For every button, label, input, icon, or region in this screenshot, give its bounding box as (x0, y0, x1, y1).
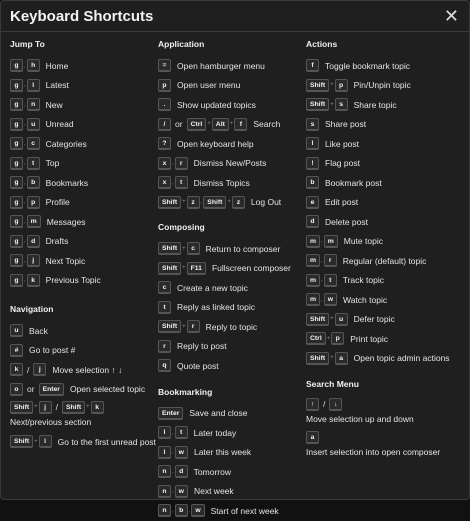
key: m (27, 215, 41, 228)
key-comma: , (172, 160, 174, 167)
key: o (10, 383, 23, 396)
shortcut-desc: Return to composer (205, 243, 281, 254)
shortcut-desc: Regular (default) topic (342, 255, 427, 266)
key-plus: + (86, 404, 90, 410)
section-composing-heading: Composing (158, 222, 205, 232)
key: Shift (306, 313, 329, 326)
key: m (306, 274, 320, 287)
shortcut-desc: Go to post # (29, 345, 76, 356)
shortcut-desc: Open keyboard help (177, 138, 254, 149)
key: r (187, 320, 200, 333)
shortcut-row (306, 95, 469, 115)
shortcut-desc: Fullscreen composer (211, 263, 291, 274)
key-comma: , (24, 218, 26, 225)
shortcut-desc: Save and close (189, 408, 248, 419)
arrow-up-key: ↑ (306, 398, 319, 411)
key: g (10, 274, 23, 287)
key: q (158, 359, 171, 372)
key: w (191, 504, 204, 517)
key: Enter (158, 407, 183, 420)
key: l (158, 426, 171, 439)
key: Shift (306, 79, 329, 92)
key-comma: , (172, 449, 174, 456)
shortcut-row (158, 56, 305, 76)
key: g (10, 157, 23, 170)
shortcut-row (306, 290, 469, 310)
key: m (306, 235, 320, 248)
key: n (158, 465, 171, 478)
shortcut-desc: Print topic (350, 333, 389, 344)
shortcut-row (10, 321, 156, 341)
key: Shift (203, 196, 226, 209)
key-separator: / (55, 402, 58, 412)
shortcut-desc: Go to the first unread post (57, 436, 156, 447)
shortcut-desc: Move selection up and down (306, 414, 414, 424)
shortcut-row (10, 173, 156, 193)
key: Shift (158, 242, 181, 255)
key: d (306, 215, 319, 228)
key: f (306, 59, 319, 72)
key-comma: , (24, 160, 26, 167)
key: x (158, 176, 171, 189)
key-plus: + (229, 121, 234, 128)
shortcut-desc: Next week (193, 486, 234, 497)
shortcut-desc: Move selection ↑ ↓ (52, 364, 123, 375)
key-plus: + (182, 265, 186, 272)
shortcut-row (158, 423, 305, 443)
key: j (33, 363, 46, 376)
shortcut-desc: Dismiss New/Posts (193, 158, 267, 169)
shortcut-desc: Tomorrow (193, 466, 231, 477)
key: b (27, 176, 40, 189)
shortcut-desc: Bookmark post (325, 177, 382, 188)
key: l (27, 79, 40, 92)
key: Ctrl (306, 332, 326, 345)
key-comma: , (24, 179, 26, 186)
shortcut-desc: Bookmarks (45, 177, 89, 188)
key: Shift (158, 262, 181, 275)
shortcut-row (158, 173, 305, 193)
shortcut-row (10, 380, 156, 400)
arrow-down-key: ↓ (329, 398, 342, 411)
shortcut-desc: Start of next week (210, 505, 279, 516)
key: h (27, 59, 40, 72)
key: t (175, 426, 188, 439)
key: u (10, 324, 23, 337)
shortcut-row (306, 271, 469, 291)
key: a (335, 352, 348, 365)
key: t (158, 301, 171, 314)
shortcut-desc: Categories (45, 138, 87, 149)
key-comma: , (321, 296, 323, 303)
key: k (91, 401, 104, 414)
key-plus: + (227, 199, 231, 206)
section-application-heading: Application (158, 39, 205, 49)
key: g (10, 215, 23, 228)
key-comma: , (24, 277, 26, 284)
shortcut-desc: Next/previous section (10, 417, 92, 427)
key-comma: , (200, 199, 203, 206)
shortcut-row (158, 95, 305, 115)
section-jump-to-heading: Jump To (10, 39, 45, 49)
key-comma: , (172, 429, 174, 436)
key: z (232, 196, 245, 209)
key: s (306, 118, 319, 131)
shortcut-row (10, 134, 156, 154)
shortcut-desc: Dismiss Topics (193, 177, 250, 188)
shortcut-row (306, 429, 469, 459)
shortcut-row (10, 154, 156, 174)
shortcut-row (306, 173, 469, 193)
shortcut-row (10, 399, 156, 429)
key-word-or: or (27, 384, 35, 395)
shortcut-row (10, 56, 156, 76)
shortcut-row (306, 76, 469, 96)
key-comma: , (24, 238, 26, 245)
key-comma: , (24, 121, 26, 128)
header-divider (1, 31, 469, 32)
key: m (306, 254, 320, 267)
key: w (175, 485, 188, 498)
key: # (10, 344, 23, 357)
key: k (27, 274, 40, 287)
key: Shift (158, 196, 181, 209)
jump-to-list (10, 56, 156, 290)
shortcut-desc: New (45, 99, 63, 110)
key: b (175, 504, 188, 517)
shortcut-row (10, 251, 156, 271)
key: Enter (39, 383, 64, 396)
key: g (10, 79, 23, 92)
shortcut-desc: Profile (45, 197, 70, 208)
key: . (158, 98, 171, 111)
shortcut-row (10, 432, 156, 452)
key: n (158, 504, 171, 517)
shortcut-row (10, 115, 156, 135)
key: c (158, 281, 171, 294)
shortcut-row (158, 154, 305, 174)
key-comma: , (24, 82, 26, 89)
key-comma: , (321, 277, 323, 284)
key: l (306, 137, 319, 150)
key: p (335, 79, 348, 92)
shortcut-row (306, 329, 469, 349)
shortcut-row (158, 482, 305, 502)
shortcut-desc: Drafts (45, 236, 69, 247)
key: j (39, 401, 52, 414)
key-word-or: or (175, 119, 183, 130)
key: F11 (187, 262, 206, 275)
shortcut-desc: Reply as linked topic (177, 302, 255, 313)
key: Shift (62, 401, 85, 414)
key-plus: + (182, 199, 186, 206)
composing-list (158, 239, 305, 376)
key: ? (158, 137, 171, 150)
key: w (175, 446, 188, 459)
key-separator: / (323, 399, 326, 409)
shortcut-desc: Delete post (325, 216, 368, 227)
key-plus: + (330, 355, 334, 362)
shortcut-desc: Back (29, 325, 48, 336)
key-comma: , (24, 62, 26, 69)
key: t (27, 157, 40, 170)
key: / (158, 118, 171, 131)
key-plus: + (330, 82, 334, 89)
key-plus: + (34, 438, 38, 445)
shortcut-desc: Show updated topics (177, 99, 256, 110)
shortcut-desc: Quote post (177, 360, 219, 371)
key-comma: , (24, 140, 26, 147)
shortcut-row (158, 462, 305, 482)
key: Shift (306, 98, 329, 111)
modal-title: Keyboard Shortcuts (10, 8, 154, 25)
key: Shift (10, 435, 33, 448)
shortcut-desc: Later today (193, 427, 237, 438)
shortcut-row (158, 443, 305, 463)
key: s (335, 98, 348, 111)
close-icon[interactable]: ✕ (443, 6, 459, 26)
key: e (306, 196, 319, 209)
shortcut-row (158, 317, 305, 337)
key: n (27, 98, 40, 111)
shortcut-row (10, 360, 156, 380)
shortcut-desc: Edit post (325, 197, 359, 208)
key: c (27, 137, 40, 150)
shortcut-desc: Messages (46, 216, 86, 227)
shortcut-row (10, 95, 156, 115)
shortcut-desc: Insert selection into open composer (306, 447, 441, 457)
key-plus: + (330, 316, 334, 323)
key: x (158, 157, 171, 170)
key: m (324, 235, 338, 248)
shortcut-desc: Open selected topic (69, 384, 146, 395)
key-comma: , (24, 199, 26, 206)
key: a (306, 431, 319, 444)
shortcut-desc: Next Topic (45, 255, 86, 266)
shortcut-row (306, 232, 469, 252)
section-search-menu-heading: Search Menu (306, 379, 359, 389)
key: r (175, 157, 188, 170)
bookmarking-list (158, 404, 305, 521)
key: n (158, 485, 171, 498)
shortcut-desc: Flag post (325, 158, 360, 169)
key: g (10, 254, 23, 267)
key-plus: + (34, 404, 38, 410)
shortcut-row (306, 310, 469, 330)
key: Alt (212, 118, 229, 131)
column-2 (158, 37, 305, 521)
shortcut-row (306, 115, 469, 135)
key: t (324, 274, 337, 287)
shortcut-desc: Log Out (250, 197, 282, 208)
shortcut-desc: Top (45, 158, 60, 169)
shortcut-row (10, 76, 156, 96)
key: g (10, 98, 23, 111)
shortcut-row (158, 278, 305, 298)
key-comma: , (24, 101, 26, 108)
shortcut-row (158, 115, 305, 135)
key: g (10, 59, 23, 72)
actions-list (306, 56, 469, 368)
shortcut-row (306, 396, 469, 426)
shortcut-desc: Toggle bookmark topic (325, 60, 411, 71)
key: b (306, 176, 319, 189)
shortcut-row (10, 193, 156, 213)
key: z (187, 196, 200, 209)
key: c (187, 242, 200, 255)
shortcut-row (158, 356, 305, 376)
key-plus: + (330, 101, 334, 108)
shortcut-row (158, 193, 305, 213)
shortcut-desc: Latest (45, 80, 69, 91)
key: l (158, 446, 171, 459)
key-comma: , (321, 238, 323, 245)
shortcut-desc: Mute topic (343, 236, 383, 247)
section-navigation-heading: Navigation (10, 304, 54, 314)
key: ! (306, 157, 319, 170)
shortcut-row (306, 56, 469, 76)
key: p (331, 332, 344, 345)
shortcut-desc: Like post (325, 138, 360, 149)
shortcut-desc: Pin/Unpin topic (353, 80, 411, 91)
shortcut-row (306, 212, 469, 232)
shortcut-desc: Create a new topic (177, 282, 248, 293)
key: Shift (10, 401, 33, 414)
key-plus: + (207, 121, 211, 128)
shortcut-desc: Open topic admin actions (353, 353, 450, 364)
shortcut-desc: Share topic (353, 99, 397, 110)
key: d (27, 235, 40, 248)
shortcut-row (158, 337, 305, 357)
key: l (39, 435, 52, 448)
key-plus: + (326, 335, 331, 342)
key-comma: , (172, 488, 174, 495)
shortcut-desc: Reply to topic (205, 321, 258, 332)
key-comma: , (188, 507, 191, 514)
column-3 (306, 37, 469, 459)
shortcut-row (306, 193, 469, 213)
shortcut-desc: Later this week (193, 447, 252, 458)
shortcut-row (158, 298, 305, 318)
key-plus: + (182, 245, 186, 252)
key: u (335, 313, 348, 326)
key: g (10, 118, 23, 131)
shortcut-desc: Unread (45, 119, 74, 130)
shortcut-desc: Search (253, 119, 281, 130)
key: r (158, 340, 171, 353)
key-comma: , (172, 468, 174, 475)
key: Ctrl (187, 118, 207, 131)
shortcut-row (306, 349, 469, 369)
key: m (306, 293, 320, 306)
shortcut-desc: Share post (325, 119, 367, 130)
shortcut-row (10, 271, 156, 291)
key-comma: , (172, 507, 174, 514)
key-plus: + (182, 323, 186, 330)
shortcut-row (306, 154, 469, 174)
key: g (10, 235, 23, 248)
key: r (324, 254, 337, 267)
key: t (175, 176, 188, 189)
shortcut-row (158, 259, 305, 279)
key: Shift (306, 352, 329, 365)
key: j (27, 254, 40, 267)
shortcut-row (306, 251, 469, 271)
key: u (27, 118, 40, 131)
column-1 (10, 37, 156, 452)
shortcut-desc: Open hamburger menu (177, 60, 265, 71)
shortcut-desc: Watch topic (343, 294, 388, 305)
shortcut-row (158, 501, 305, 521)
shortcut-desc: Defer topic (353, 314, 395, 325)
key-comma: , (24, 257, 26, 264)
key: g (10, 176, 23, 189)
shortcut-desc: Previous Topic (45, 275, 101, 286)
key: Shift (158, 320, 181, 333)
key-separator: / (27, 364, 30, 375)
key: f (234, 118, 247, 131)
key-comma: , (321, 257, 323, 264)
key: g (10, 196, 23, 209)
key: p (27, 196, 40, 209)
key: d (175, 465, 188, 478)
shortcut-row (10, 232, 156, 252)
shortcut-row (158, 239, 305, 259)
shortcut-desc: Open user menu (177, 80, 241, 91)
key: g (10, 137, 23, 150)
shortcut-row (158, 404, 305, 424)
key: = (158, 59, 171, 72)
shortcut-row (158, 76, 305, 96)
section-actions-heading: Actions (306, 39, 338, 49)
shortcut-desc: Home (45, 60, 69, 71)
shortcut-desc: Reply to post (177, 341, 227, 352)
shortcut-row (158, 134, 305, 154)
shortcut-row (10, 341, 156, 361)
key: k (10, 363, 23, 376)
shortcut-desc: Track topic (342, 275, 384, 286)
shortcut-row (306, 134, 469, 154)
key: w (324, 293, 337, 306)
key-comma: , (172, 179, 174, 186)
section-bookmarking-heading: Bookmarking (158, 386, 213, 397)
shortcut-row (10, 212, 156, 232)
key: p (158, 79, 171, 92)
